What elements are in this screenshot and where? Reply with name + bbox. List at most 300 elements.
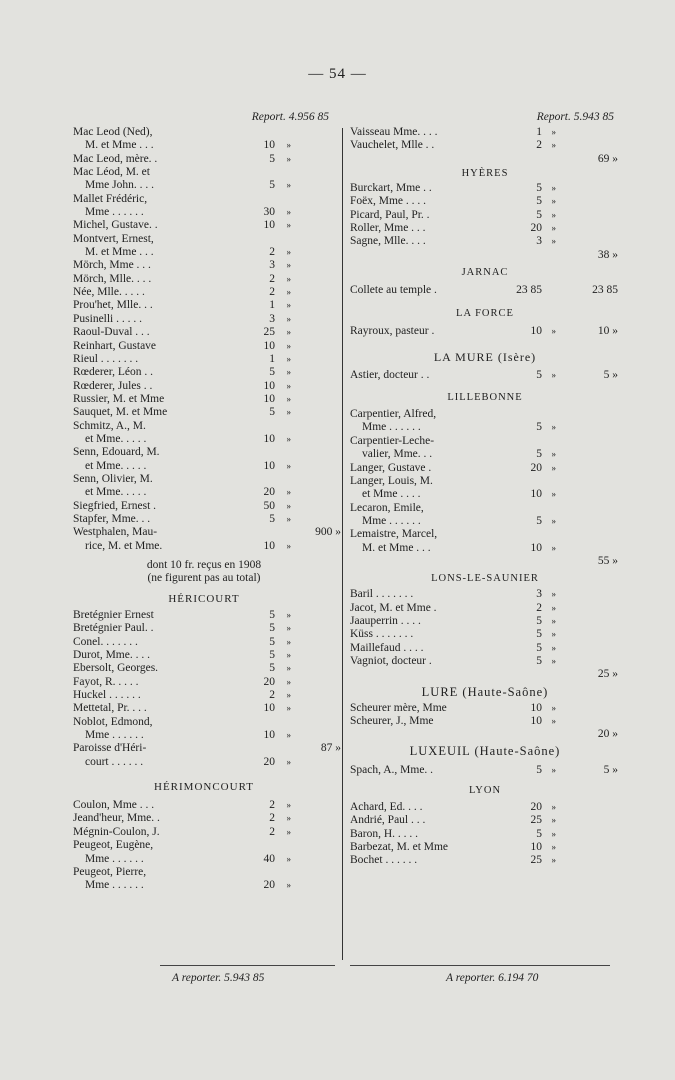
list-entry bbox=[350, 814, 620, 827]
entries-right-a bbox=[350, 126, 620, 153]
entries-group-a bbox=[73, 126, 341, 553]
entry-amount-unit: » bbox=[551, 515, 556, 526]
list-entry bbox=[350, 126, 620, 139]
entry-name: M. et Mme . . . bbox=[85, 139, 154, 152]
entry-amount: 5 bbox=[536, 763, 542, 776]
list-entry bbox=[73, 609, 335, 622]
list-entry bbox=[73, 460, 335, 473]
entry-amount: 3 bbox=[536, 588, 542, 601]
entries-lure bbox=[350, 702, 620, 729]
entry-amount-unit: » bbox=[551, 589, 556, 600]
entry-name: Mme . . . . . . bbox=[362, 421, 421, 434]
entry-amount: 5 bbox=[536, 421, 542, 434]
entry-amount: 2 bbox=[269, 272, 275, 285]
entry-name: Noblot, Edmond, bbox=[73, 715, 153, 728]
entry-amount-unit: » bbox=[286, 663, 291, 674]
entry-amount-unit: » bbox=[286, 153, 291, 164]
entry-amount: 10 bbox=[263, 219, 275, 232]
entry-name: Michel, Gustave. . bbox=[73, 219, 158, 232]
entry-amount: 25 bbox=[530, 814, 542, 827]
entry-total: 23 85 bbox=[592, 284, 618, 297]
entry-amount-unit: » bbox=[551, 183, 556, 194]
entries-lillebonne bbox=[350, 408, 620, 555]
list-entry bbox=[350, 369, 620, 382]
entry-amount: 5 bbox=[269, 635, 275, 648]
entries-lons bbox=[350, 588, 620, 668]
entry-name: Lecaron, Emile, bbox=[350, 501, 424, 514]
entry-name: Picard, Paul, Pr. . bbox=[350, 208, 430, 221]
entry-name: Raoul-Duval . . . bbox=[73, 326, 150, 339]
entry-amount: 10 bbox=[530, 715, 542, 727]
entry-amount: 25 bbox=[263, 326, 275, 339]
entry-name: Barbezat, M. et Mme bbox=[350, 841, 449, 854]
entry-amount: 5 bbox=[536, 614, 542, 627]
entries-laforce bbox=[350, 325, 620, 338]
entry-amount-unit: » bbox=[286, 393, 291, 404]
list-entry bbox=[350, 139, 620, 152]
entry-amount: 30 bbox=[263, 206, 275, 219]
entries-jarnac bbox=[350, 284, 620, 297]
entry-amount-unit: » bbox=[551, 236, 556, 247]
entry-name: Baron, H. . . . . bbox=[350, 827, 419, 840]
list-entry bbox=[350, 528, 620, 541]
entries-hyeres bbox=[350, 182, 620, 249]
entry-name: Rayroux, pasteur . bbox=[350, 325, 435, 338]
list-entry bbox=[350, 642, 620, 655]
entry-name: Reinhart, Gustave bbox=[73, 339, 157, 352]
note-line-1: dont 10 fr. reçus en 1908 bbox=[146, 559, 262, 571]
entry-amount: 40 bbox=[263, 852, 275, 865]
entry-amount-unit: » bbox=[286, 300, 291, 311]
entry-amount: 10 bbox=[263, 459, 275, 472]
entry-amount-unit: » bbox=[286, 180, 291, 191]
list-entry bbox=[73, 622, 335, 635]
entry-amount: 5 bbox=[536, 448, 542, 461]
entry-amount: 10 bbox=[263, 729, 275, 742]
entry-name: Mme John. . . . bbox=[85, 179, 154, 192]
entries-lyon bbox=[350, 801, 620, 868]
entry-amount: 5 bbox=[536, 514, 542, 527]
list-entry bbox=[73, 313, 335, 326]
list-entry bbox=[73, 366, 335, 379]
entry-total: 10 » bbox=[597, 325, 618, 338]
list-entry bbox=[73, 153, 335, 166]
list-entry bbox=[73, 139, 335, 152]
entry-amount: 2 bbox=[269, 689, 275, 702]
entry-amount-unit: » bbox=[551, 209, 556, 220]
list-entry bbox=[73, 812, 335, 825]
entry-name: Maillefaud . . . . bbox=[350, 641, 424, 654]
entry-amount-unit: » bbox=[286, 623, 291, 634]
entry-amount: 1 bbox=[269, 299, 275, 312]
list-entry bbox=[73, 380, 335, 393]
list-entry bbox=[73, 193, 335, 206]
entry-name: Montvert, Ernest, bbox=[73, 232, 154, 245]
list-entry bbox=[350, 588, 620, 601]
entry-name: Westphalen, Mau- bbox=[73, 526, 158, 539]
total-row bbox=[350, 668, 620, 681]
entry-amount: 2 bbox=[269, 799, 275, 812]
entry-amount: 1 bbox=[269, 352, 275, 365]
entry-name: et Mme . . . . bbox=[362, 488, 421, 501]
heading-lons: LONS-LE-SAUNIER bbox=[431, 573, 539, 585]
entry-amount-unit: » bbox=[286, 690, 291, 701]
entry-amount: 5 bbox=[269, 152, 275, 165]
entry-amount-unit: » bbox=[286, 287, 291, 298]
entry-name: Carpentier-Leche- bbox=[350, 434, 435, 447]
entry-amount-unit: » bbox=[286, 460, 291, 471]
entry-amount: 10 bbox=[530, 701, 542, 714]
list-entry bbox=[73, 340, 335, 353]
heading-herimoncourt: HÉRIMONCOURT bbox=[154, 781, 254, 794]
list-entry bbox=[73, 826, 335, 839]
list-entry bbox=[350, 801, 620, 814]
list-entry bbox=[350, 515, 620, 528]
entries-luxeuil bbox=[350, 764, 620, 777]
entry-amount-unit: » bbox=[286, 380, 291, 391]
entry-name: Jacot, M. et Mme . bbox=[350, 601, 437, 614]
entry-name: Rieul . . . . . . . bbox=[73, 352, 139, 365]
entry-amount-unit: » bbox=[286, 513, 291, 524]
list-entry bbox=[350, 448, 620, 461]
entry-name: Coulon, Mme . . . bbox=[73, 799, 155, 812]
entry-amount: 10 bbox=[263, 432, 275, 445]
entry-name: Mac Leod, mère. . bbox=[73, 152, 158, 165]
entry-amount-unit: » bbox=[551, 326, 556, 337]
entry-amount: 10 bbox=[530, 488, 542, 501]
entry-amount: 5 bbox=[536, 368, 542, 381]
entry-amount: 10 bbox=[263, 392, 275, 405]
entry-name: Collete au temple . bbox=[350, 284, 437, 297]
entry-amount-unit: » bbox=[286, 367, 291, 378]
page-number: — 54 — bbox=[308, 66, 367, 82]
entry-name: Stapfer, Mme. . . bbox=[73, 512, 151, 525]
entry-name: Lemaistre, Marcel, bbox=[350, 528, 438, 541]
entry-name: Schmitz, A., M. bbox=[73, 419, 146, 432]
entry-name: Rœderer, Léon . . bbox=[73, 366, 154, 379]
entry-amount: 23 85 bbox=[516, 284, 542, 297]
list-entry bbox=[350, 325, 620, 338]
list-entry bbox=[73, 649, 335, 662]
entry-amount-unit: » bbox=[286, 353, 291, 364]
entry-amount-unit: » bbox=[551, 842, 556, 853]
list-entry bbox=[73, 433, 335, 446]
entry-name: Durot, Mme. . . . bbox=[73, 649, 150, 662]
entry-amount: 5 bbox=[269, 649, 275, 662]
entry-amount: 2 bbox=[536, 601, 542, 614]
entry-amount-unit: » bbox=[551, 602, 556, 613]
entry-amount: 20 bbox=[530, 801, 542, 814]
list-entry bbox=[73, 879, 335, 892]
entry-amount: 3 bbox=[269, 312, 275, 325]
entry-name: Senn, Olivier, M. bbox=[73, 472, 153, 485]
entry-amount-unit: » bbox=[286, 813, 291, 824]
entry-amount-unit: » bbox=[551, 223, 556, 234]
entry-amount-unit: » bbox=[551, 422, 556, 433]
entry-amount: 5 bbox=[269, 662, 275, 675]
entry-amount-unit: » bbox=[286, 500, 291, 511]
entry-name: Mme . . . . . . bbox=[362, 514, 421, 527]
entry-name: Langer, Gustave . bbox=[350, 461, 432, 474]
list-entry bbox=[350, 602, 620, 615]
entry-amount: 5 bbox=[269, 512, 275, 525]
heading-lamure: LA MURE (Isère) bbox=[433, 349, 537, 364]
entry-name: Mégnin-Coulon, J. bbox=[73, 825, 160, 838]
list-entry bbox=[73, 233, 335, 246]
list-entry bbox=[350, 235, 620, 248]
entry-amount-unit: » bbox=[551, 855, 556, 866]
entry-name: Scheurer, J., Mme bbox=[350, 715, 434, 727]
entry-amount: 3 bbox=[536, 235, 542, 248]
entry-amount-unit: » bbox=[551, 127, 556, 137]
list-entry bbox=[350, 462, 620, 475]
entry-name: Conel. . . . . . . bbox=[73, 635, 138, 648]
list-entry bbox=[73, 166, 335, 179]
entry-amount-unit: » bbox=[286, 540, 291, 551]
entry-name: Mallet Frédéric, bbox=[73, 192, 148, 205]
entry-amount: 10 bbox=[263, 702, 275, 715]
bottom-rule-right bbox=[350, 965, 610, 966]
entry-name: Astier, docteur . . bbox=[350, 368, 430, 381]
entry-amount-unit: » bbox=[286, 407, 291, 418]
list-entry bbox=[73, 326, 335, 339]
entry-amount: 1 bbox=[536, 126, 542, 138]
entry-name: Bretégnier Ernest bbox=[73, 609, 154, 621]
entry-name: Bretégnier Paul. . bbox=[73, 622, 154, 635]
entry-name: Baril . . . . . . . bbox=[350, 588, 414, 601]
list-entry bbox=[350, 628, 620, 641]
entry-amount-unit: » bbox=[551, 655, 556, 666]
entry-amount-unit: » bbox=[551, 489, 556, 500]
list-entry bbox=[73, 473, 335, 486]
entry-amount: 20 bbox=[263, 675, 275, 688]
entry-name: Vauchelet, Mlle . . bbox=[350, 139, 435, 152]
entry-name: Paroisse d'Héri- bbox=[73, 742, 147, 755]
entry-name: Peugeot, Eugène, bbox=[73, 839, 154, 852]
total-row bbox=[350, 249, 620, 262]
entry-amount-unit: » bbox=[286, 327, 291, 338]
column-divider bbox=[342, 128, 343, 960]
list-entry bbox=[73, 393, 335, 406]
entry-amount-unit: » bbox=[551, 802, 556, 813]
entry-amount: 10 bbox=[263, 339, 275, 352]
entry-name: Bochet . . . . . . bbox=[350, 854, 418, 867]
entry-amount: 5 bbox=[269, 179, 275, 192]
entry-amount: 10 bbox=[263, 379, 275, 392]
entry-name: Née, Mlle. . . . . bbox=[73, 286, 145, 299]
entry-amount-unit: » bbox=[286, 676, 291, 687]
list-entry bbox=[350, 284, 620, 297]
entry-amount: 10 bbox=[530, 541, 542, 554]
entry-amount-unit: » bbox=[286, 756, 291, 767]
entry-amount: 20 bbox=[263, 755, 275, 768]
heading-hericourt: HÉRICOURT bbox=[168, 593, 240, 605]
entry-amount-unit: » bbox=[286, 207, 291, 218]
heading-jarnac: JARNAC bbox=[461, 267, 509, 279]
entry-amount-unit: » bbox=[551, 764, 556, 775]
entry-name: et Mme. . . . . bbox=[85, 459, 147, 472]
entry-amount-unit: » bbox=[551, 716, 556, 726]
entry-amount-unit: » bbox=[286, 650, 291, 661]
list-entry bbox=[73, 799, 335, 812]
entry-name: Huckel . . . . . . bbox=[73, 689, 141, 702]
entry-amount-unit: » bbox=[286, 703, 291, 714]
entry-name: Rœderer, Jules . . bbox=[73, 379, 153, 392]
entry-name: Foëx, Mme . . . . bbox=[350, 195, 427, 208]
list-entry bbox=[350, 764, 620, 777]
entry-name: Mme . . . . . . bbox=[85, 879, 144, 892]
list-entry bbox=[73, 406, 335, 419]
right-column bbox=[350, 108, 620, 868]
entry-name: M. et Mme . . . bbox=[362, 541, 431, 554]
entry-name: Pusinelli . . . . . bbox=[73, 312, 143, 325]
entry-amount-unit: » bbox=[551, 196, 556, 207]
list-entry bbox=[73, 716, 335, 729]
entry-amount: 10 bbox=[263, 139, 275, 152]
entry-amount: 5 bbox=[269, 366, 275, 379]
entry-amount: 2 bbox=[269, 286, 275, 299]
entry-name: M. et Mme . . . bbox=[85, 246, 154, 259]
entry-amount-unit: » bbox=[551, 462, 556, 473]
heading-lure: LURE (Haute-Saône) bbox=[421, 684, 549, 699]
list-entry bbox=[350, 435, 620, 448]
entry-amount-unit: » bbox=[286, 260, 291, 271]
entry-amount-unit: » bbox=[286, 800, 291, 811]
total-row bbox=[350, 555, 620, 568]
entry-name: Sagne, Mlle. . . . bbox=[350, 235, 426, 248]
entry-total: 5 » bbox=[603, 763, 618, 776]
entry-amount-unit: » bbox=[551, 702, 556, 713]
list-entry bbox=[350, 715, 620, 728]
total-lons: 25 » bbox=[597, 668, 618, 681]
list-entry bbox=[350, 702, 620, 715]
entry-amount: 10 bbox=[263, 539, 275, 552]
list-entry bbox=[73, 662, 335, 675]
list-entry bbox=[73, 729, 335, 742]
entry-amount-unit: » bbox=[551, 642, 556, 653]
entry-amount: 10 bbox=[530, 841, 542, 854]
entry-amount: 20 bbox=[530, 461, 542, 474]
list-entry bbox=[73, 206, 335, 219]
entry-amount: 5 bbox=[536, 628, 542, 641]
list-entry bbox=[350, 408, 620, 421]
entry-amount-unit: » bbox=[551, 449, 556, 460]
heading-lillebonne: LILLEBONNE bbox=[447, 392, 523, 404]
list-entry bbox=[73, 702, 335, 715]
list-entry bbox=[73, 636, 335, 649]
entry-name: rice, M. et Mme. bbox=[85, 539, 163, 552]
list-entry bbox=[73, 246, 335, 259]
heading-lyon: LYON bbox=[468, 785, 502, 797]
entry-name: et Mme. . . . . bbox=[85, 432, 147, 445]
entry-amount-unit: » bbox=[286, 140, 291, 151]
entry-name: Achard, Ed. . . . bbox=[350, 801, 423, 814]
entry-amount-unit: » bbox=[551, 369, 556, 380]
list-entry bbox=[350, 841, 620, 854]
report-left: Report. 4.956 85 bbox=[251, 111, 329, 123]
entry-name: Prou'het, Mlle. . . bbox=[73, 299, 153, 312]
entry-name: Mettetal, Pr. . . . bbox=[73, 702, 147, 715]
list-entry bbox=[73, 353, 335, 366]
list-entry bbox=[73, 179, 335, 192]
entry-total: 900 » bbox=[315, 525, 341, 538]
left-column bbox=[73, 108, 341, 893]
list-entry bbox=[73, 676, 335, 689]
list-entry bbox=[350, 209, 620, 222]
heading-laforce: LA FORCE bbox=[456, 308, 514, 320]
entry-name: Mme . . . . . . bbox=[85, 729, 144, 742]
carry-forward-left: A reporter. 5.943 85 bbox=[172, 972, 265, 984]
entry-amount-unit: » bbox=[286, 273, 291, 284]
entry-name: Senn, Edouard, M. bbox=[73, 446, 160, 459]
carry-forward-right: A reporter. 6.194 70 bbox=[446, 972, 539, 984]
entry-name: Mörch, Mme . . . bbox=[73, 259, 151, 272]
list-entry bbox=[350, 475, 620, 488]
list-entry bbox=[73, 689, 335, 702]
list-entry bbox=[73, 513, 335, 526]
list-entry bbox=[73, 259, 335, 272]
entry-amount: 50 bbox=[263, 499, 275, 512]
entry-amount-unit: » bbox=[286, 853, 291, 864]
entry-total: 87 » bbox=[320, 741, 341, 754]
entry-amount: 20 bbox=[530, 222, 542, 235]
entry-amount-unit: » bbox=[286, 340, 291, 351]
entry-name: Küss . . . . . . . bbox=[350, 628, 414, 641]
entry-name: Siegfried, Ernest . bbox=[73, 499, 157, 512]
list-entry bbox=[350, 488, 620, 501]
entry-amount-unit: » bbox=[286, 247, 291, 258]
entry-amount: 2 bbox=[269, 825, 275, 838]
list-entry bbox=[73, 853, 335, 866]
entry-name: Burckart, Mme . . bbox=[350, 182, 432, 195]
entry-name: Peugeot, Pierre, bbox=[73, 865, 147, 878]
entry-name: Jaauperrin . . . . bbox=[350, 614, 421, 627]
list-entry bbox=[350, 542, 620, 555]
entry-name: court . . . . . . bbox=[85, 755, 144, 768]
bottom-rule-left bbox=[160, 965, 335, 966]
note-line-2: (ne figurent pas au total) bbox=[147, 572, 261, 584]
entry-amount-unit: » bbox=[286, 610, 291, 620]
list-entry bbox=[73, 866, 335, 879]
entry-name: Roller, Mme . . . bbox=[350, 222, 426, 235]
entry-name: Sauquet, M. et Mme bbox=[73, 406, 168, 419]
entry-amount-unit: » bbox=[551, 615, 556, 626]
list-entry bbox=[350, 182, 620, 195]
list-entry bbox=[350, 655, 620, 668]
list-entry bbox=[350, 222, 620, 235]
entries-lamure bbox=[350, 369, 620, 382]
list-entry bbox=[73, 299, 335, 312]
total-a: 69 » bbox=[597, 152, 618, 165]
total-row bbox=[350, 153, 620, 166]
list-entry bbox=[350, 195, 620, 208]
entry-name: Ebersolt, Georges. bbox=[73, 662, 159, 675]
entry-amount: 5 bbox=[536, 827, 542, 840]
total-hyeres: 38 » bbox=[597, 248, 618, 261]
entries-hericourt bbox=[73, 609, 341, 769]
entry-total: 5 » bbox=[603, 368, 618, 381]
report-right: Report. 5.943 85 bbox=[536, 111, 614, 123]
entry-amount: 2 bbox=[536, 139, 542, 152]
entry-amount: 5 bbox=[536, 208, 542, 221]
entry-amount: 3 bbox=[269, 259, 275, 272]
entry-amount-unit: » bbox=[286, 220, 291, 231]
entry-amount: 20 bbox=[263, 879, 275, 892]
entry-name: Mme . . . . . . bbox=[85, 852, 144, 865]
entry-amount-unit: » bbox=[551, 542, 556, 553]
list-entry bbox=[73, 446, 335, 459]
list-entry bbox=[73, 420, 335, 433]
